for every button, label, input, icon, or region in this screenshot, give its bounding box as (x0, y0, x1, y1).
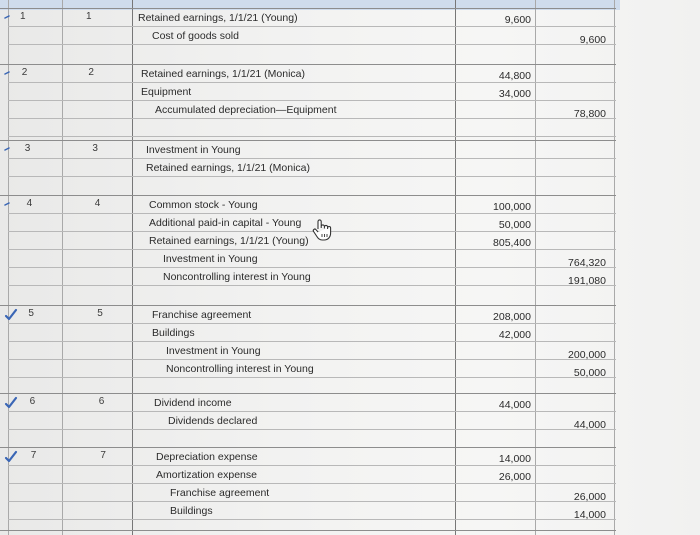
grid-line (8, 429, 616, 430)
credit-amount[interactable]: 50,000 (573, 367, 606, 379)
grid-line (8, 501, 616, 502)
grid-line (8, 158, 616, 159)
entry-number: 6 (29, 396, 36, 407)
entry-number: 1 (86, 11, 92, 22)
account-name[interactable]: Dividend income (154, 397, 232, 409)
account-name[interactable]: Retained earnings, 1/1/21 (Young) (138, 12, 298, 24)
credit-amount[interactable]: 9,600 (579, 34, 606, 46)
account-name[interactable]: Buildings (170, 505, 213, 517)
entry-number: 3 (92, 143, 98, 154)
entry-number: 3 (24, 143, 31, 154)
debit-amount[interactable]: 14,000 (498, 453, 531, 465)
entry-number: 5 (28, 308, 34, 319)
grid-line (0, 305, 616, 306)
grid-line (8, 519, 616, 520)
debit-amount[interactable]: 50,000 (498, 219, 531, 231)
grid-line (8, 176, 616, 177)
entry-number: 4 (26, 198, 33, 209)
account-name[interactable]: Noncontrolling interest in Young (166, 363, 314, 375)
grid-line (0, 530, 616, 531)
account-name[interactable]: Depreciation expense (156, 451, 258, 463)
account-name[interactable]: Noncontrolling interest in Young (163, 271, 311, 283)
account-name[interactable]: Amortization expense (156, 469, 257, 481)
grid-line (8, 136, 616, 137)
account-name[interactable]: Franchise agreement (170, 487, 270, 499)
row-marker-icon[interactable] (4, 67, 18, 81)
grid-line (0, 64, 616, 65)
grid-line (0, 195, 616, 196)
account-name[interactable]: Investment in Young (163, 253, 258, 265)
account-name[interactable]: Retained earnings, 1/1/21 (Young) (149, 235, 309, 247)
account-name[interactable]: Retained earnings, 1/1/21 (Monica) (141, 68, 306, 80)
account-name[interactable]: Buildings (152, 327, 195, 339)
account-name[interactable]: Investment in Young (166, 345, 261, 357)
grid-line (8, 267, 616, 268)
grid-line (8, 359, 616, 360)
account-name[interactable]: Cost of goods sold (152, 30, 239, 42)
grid-line (0, 140, 616, 141)
credit-amount[interactable]: 44,000 (573, 419, 606, 431)
grid-line (0, 8, 616, 9)
credit-amount[interactable]: 26,000 (573, 491, 606, 503)
debit-amount[interactable]: 26,000 (498, 471, 531, 483)
entry-number: 6 (98, 396, 105, 407)
row-marker-icon[interactable] (4, 143, 18, 157)
entry-number: 7 (100, 450, 106, 461)
debit-amount[interactable]: 44,000 (498, 399, 531, 411)
grid-line (8, 285, 616, 286)
account-name[interactable]: Dividends declared (168, 415, 258, 427)
account-name[interactable]: Additional paid-in capital - Young (149, 217, 302, 229)
account-name[interactable]: Accumulated depreciation—Equipment (155, 104, 337, 116)
debit-amount[interactable]: 44,800 (498, 70, 531, 82)
checkmark-icon[interactable] (4, 396, 18, 410)
credit-amount[interactable]: 764,320 (568, 257, 606, 269)
credit-amount[interactable]: 14,000 (573, 509, 606, 521)
checkmark-icon[interactable] (4, 450, 18, 464)
hand-pointer-icon (310, 217, 336, 243)
row-marker-icon[interactable] (4, 198, 18, 212)
account-name[interactable]: Common stock - Young (149, 199, 258, 211)
account-name[interactable]: Equipment (141, 86, 192, 98)
grid-line (8, 118, 616, 119)
debit-amount[interactable]: 208,000 (493, 311, 531, 323)
grid-line (8, 377, 616, 378)
grid-line (0, 393, 616, 394)
debit-amount[interactable]: 34,000 (498, 88, 531, 100)
grid-line (0, 447, 616, 448)
credit-amount[interactable]: 191,080 (568, 275, 606, 287)
entry-number: 4 (94, 198, 101, 209)
account-name[interactable]: Investment in Young (146, 144, 241, 156)
debit-amount[interactable]: 805,400 (493, 237, 531, 249)
account-name[interactable]: Retained earnings, 1/1/21 (Monica) (146, 162, 311, 174)
entry-number: 2 (88, 67, 94, 78)
account-name[interactable]: Franchise agreement (152, 309, 252, 321)
checkmark-icon[interactable] (4, 308, 18, 322)
entry-number: 5 (97, 308, 103, 319)
debit-amount[interactable]: 42,000 (498, 329, 531, 341)
entry-number: 2 (21, 67, 28, 78)
grid-line (8, 44, 616, 45)
entry-number: 7 (30, 450, 37, 461)
credit-amount[interactable]: 78,800 (573, 108, 606, 120)
entry-number: 1 (20, 11, 26, 22)
debit-amount[interactable]: 100,000 (493, 201, 531, 213)
credit-amount[interactable]: 200,000 (568, 349, 606, 361)
row-marker-icon[interactable] (4, 11, 18, 25)
debit-amount[interactable]: 9,600 (504, 14, 531, 26)
